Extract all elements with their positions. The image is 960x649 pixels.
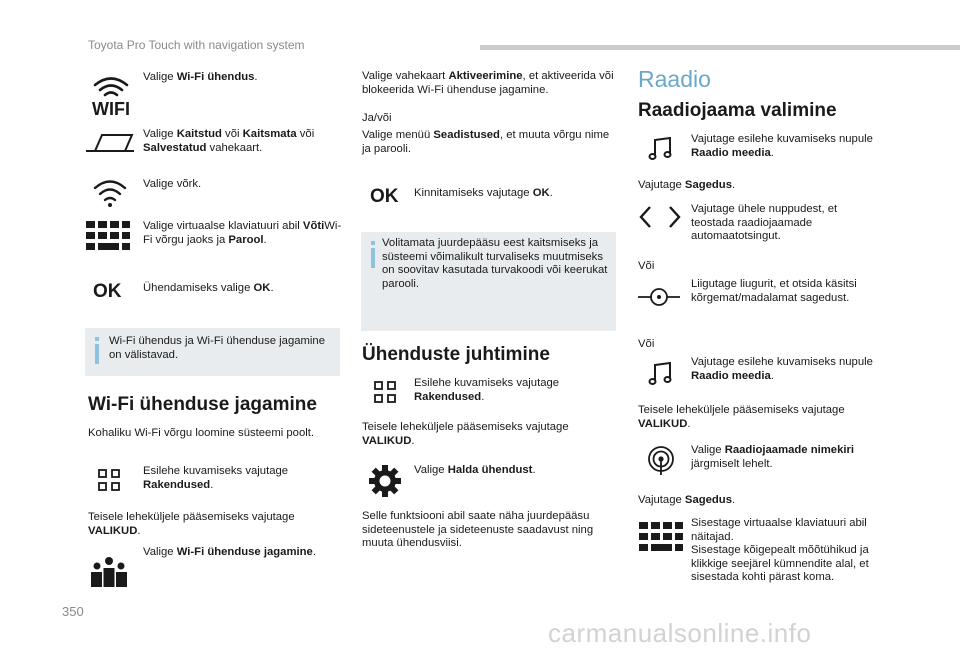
paragraph-or: Või [638, 338, 655, 350]
info-note-security [361, 232, 616, 331]
step-select-wifi-sharing: Valige Wi-Fi ühenduse jagamine. [143, 546, 316, 558]
seek-arrows-icon [636, 204, 684, 230]
step-select-station-list: Valige Raadiojaamade nimekiri järgmiselt lehelt. [691, 444, 855, 470]
step-select-wifi-connection: Valige Wi-Fi ühendus. [143, 71, 258, 83]
wifi-icon [86, 72, 136, 118]
page-section-title: Raadio [638, 66, 711, 92]
paragraph-or: Või [638, 260, 655, 272]
share-users-icon [88, 556, 130, 588]
slider-icon [637, 284, 681, 310]
step-press-radio-media: Vajutage esilehe kuvamiseks nupule Raadio meedia. [691, 133, 873, 159]
radio-station-icon [646, 446, 676, 476]
info-icon [371, 241, 375, 245]
paragraph-function-description: Selle funktsiooni abil saate näha juurdepääsu sideteenustele ja sideteenuste saadavust ning muuta ühendusviisi. [362, 510, 594, 549]
applications-icon [98, 469, 120, 491]
music-note-icon [648, 136, 674, 162]
keyboard-icon [639, 522, 683, 552]
step-confirm-ok: Kinnitamiseks vajutage OK. [414, 187, 553, 199]
applications-icon [374, 381, 396, 403]
info-note-text: Wi-Fi ühendus ja Wi-Fi ühenduse jagamine on välistavad. [109, 335, 325, 361]
paragraph-press-frequency: Vajutage Sagedus. [638, 179, 736, 191]
step-manual-search: Liigutage liugurit, et otsida käsitsi kõrgemat/madalamat sagedust. [691, 278, 857, 304]
paragraph-settings-menu: Valige menüü Seadistused, et muuta võrgu nime ja parooli. [362, 129, 610, 155]
paragraph-options: Teisele leheküljele pääsemiseks vajutage VALIKUD. [638, 404, 845, 430]
step-connect-ok: Ühendamiseks valige OK. [143, 282, 274, 294]
step-select-network: Valige võrk. [143, 178, 202, 190]
paragraph-options: Teisele leheküljele pääsemiseks vajutage VALIKUD. [88, 511, 295, 537]
keyboard-icon [86, 221, 130, 251]
tab-icon [84, 130, 136, 156]
info-note-text: Volitamata juurdepääsu eest kaitsmiseks ja süsteemi võimalikult turvaliseks muutmiseks on soovitav kasutada turvakoodi või keerukat parooli. [382, 237, 608, 290]
step-press-radio-media: Vajutage esilehe kuvamiseks nupule Raadio meedia. [691, 356, 873, 382]
music-note-icon [648, 361, 674, 387]
paragraph-options: Teisele leheküljele pääsemiseks vajutage VALIKUD. [362, 421, 569, 447]
wifi-signal-icon [92, 178, 128, 208]
section-heading-wifi-sharing: Wi-Fi ühenduse jagamine [88, 394, 317, 415]
gear-icon [368, 464, 402, 498]
step-press-applications: Esilehe kuvamiseks vajutage Rakendused. [143, 465, 289, 491]
info-icon [95, 337, 99, 341]
paragraph-activation-tab: Valige vahekaart Aktiveerimine, et aktiveerida või blokeerida Wi-Fi ühenduse jagamine. [362, 70, 614, 96]
step-press-applications: Esilehe kuvamiseks vajutage Rakendused. [414, 377, 560, 403]
section-heading-station-selection: Raadiojaama valimine [638, 100, 837, 121]
paragraph-press-frequency: Vajutage Sagedus. [638, 494, 736, 506]
section-heading-connection-management: Ühenduste juhtimine [362, 344, 550, 365]
header-title: Toyota Pro Touch with navigation system [88, 38, 305, 52]
step-enter-frequency: Sisestage virtuaalse klaviatuuri abil näitajad. Sisestage kõigepealt mõõtühikud ja klikkige seejärel kümnendite alal, et sisestada kohti pärast koma. [691, 517, 869, 583]
step-manage-connection: Valige Halda ühendust. [414, 464, 536, 476]
ok-icon: OK [370, 186, 399, 207]
step-auto-search: Vajutage ühele nuppudest, et teostada raadiojaamade automaatotsingut. [691, 203, 838, 242]
step-enter-key-password: Valige virtuaalse klaviatuuri abil VõtiWi-Fi võrgu jaoks ja Parool. [143, 220, 342, 246]
step-select-tab: Valige Kaitstud või Kaitsmata või Salvestatud vahekaart. [143, 128, 315, 154]
paragraph-local-wifi: Kohaliku Wi-Fi võrgu loomine süsteemi poolt. [88, 427, 315, 439]
ok-icon: OK [93, 281, 122, 302]
wifi-icon-text: WIFI [92, 99, 130, 118]
watermark: carmanualsonline.info [548, 618, 812, 648]
header-bar [480, 45, 960, 50]
page-number: 350 [62, 604, 84, 619]
paragraph-and-or: Ja/või [362, 112, 392, 124]
info-note-exclusive [85, 328, 340, 376]
